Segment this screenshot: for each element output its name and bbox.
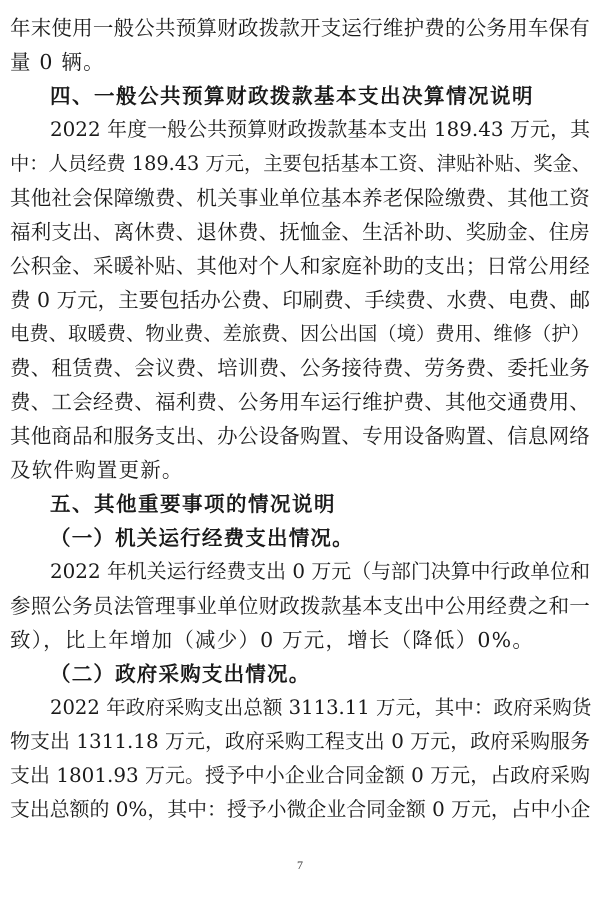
paragraph-line: 电费、取暖费、物业费、差旅费、因公出国（境）费用、维修（护） [10,322,590,345]
paragraph-line: 及软件购置更新。 [10,458,184,482]
subsection-heading: （一）机关运行经费支出情况。 [50,526,354,550]
paragraph-line: 年末使用一般公共预算财政拨款开支运行维护费的公务用车保有 [10,16,590,40]
paragraph-line: 支出总额的 0%，其中：授予小微企业合同金额 0 万元，占中小企 [10,798,591,821]
page-number: 7 [297,858,303,872]
paragraph-line: 支出 1801.93 万元。授予中小企业合同金额 0 万元，占政府采购 [10,764,590,787]
paragraph-line: 量 0 辆。 [10,50,105,74]
paragraph-line: 2022 年政府采购支出总额 3113.11 万元，其中：政府采购货 [50,696,592,719]
subsection-heading: （二）政府采购支出情况。 [50,662,311,686]
paragraph-line: 费 0 万元，主要包括办公费、印刷费、手续费、水费、电费、邮 [10,288,590,312]
paragraph-line: 物支出 1311.18 万元，政府采购工程支出 0 万元，政府采购服务 [10,730,590,753]
paragraph-line: 2022 年机关运行经费支出 0 万元（与部门决算中行政单位和 [50,560,590,583]
paragraph-line: 费、工会经费、福利费、公务用车运行维护费、其他交通费用、 [10,390,590,414]
paragraph-line: 福利支出、离休费、退休费、抚恤金、生活补助、奖励金、住房 [10,220,590,244]
section-heading: 四、一般公共预算财政拨款基本支出决算情况说明 [50,84,534,108]
section-heading: 五、其他重要事项的情况说明 [50,492,336,516]
paragraph-line: 其他社会保障缴费、机关事业单位基本养老保险缴费、其他工资 [10,186,590,210]
paragraph-line: 致），比上年增加（减少）0 万元，增长（降低）0%。 [10,628,535,652]
paragraph-line: 其他商品和服务支出、办公设备购置、专用设备购置、信息网络 [10,424,590,448]
paragraph-line: 费、租赁费、会议费、培训费、公务接待费、劳务费、委托业务 [10,356,590,380]
paragraph-line: 参照公务员法管理事业单位财政拨款基本支出中公用经费之和一 [10,594,590,618]
paragraph-line: 2022 年度一般公共预算财政拨款基本支出 189.43 万元，其 [50,118,590,141]
paragraph-line: 公积金、采暖补贴、其他对个人和家庭补助的支出；日常公用经 [10,254,590,278]
paragraph-line: 中：人员经费 189.43 万元，主要包括基本工资、津贴补贴、奖金、 [10,152,592,175]
